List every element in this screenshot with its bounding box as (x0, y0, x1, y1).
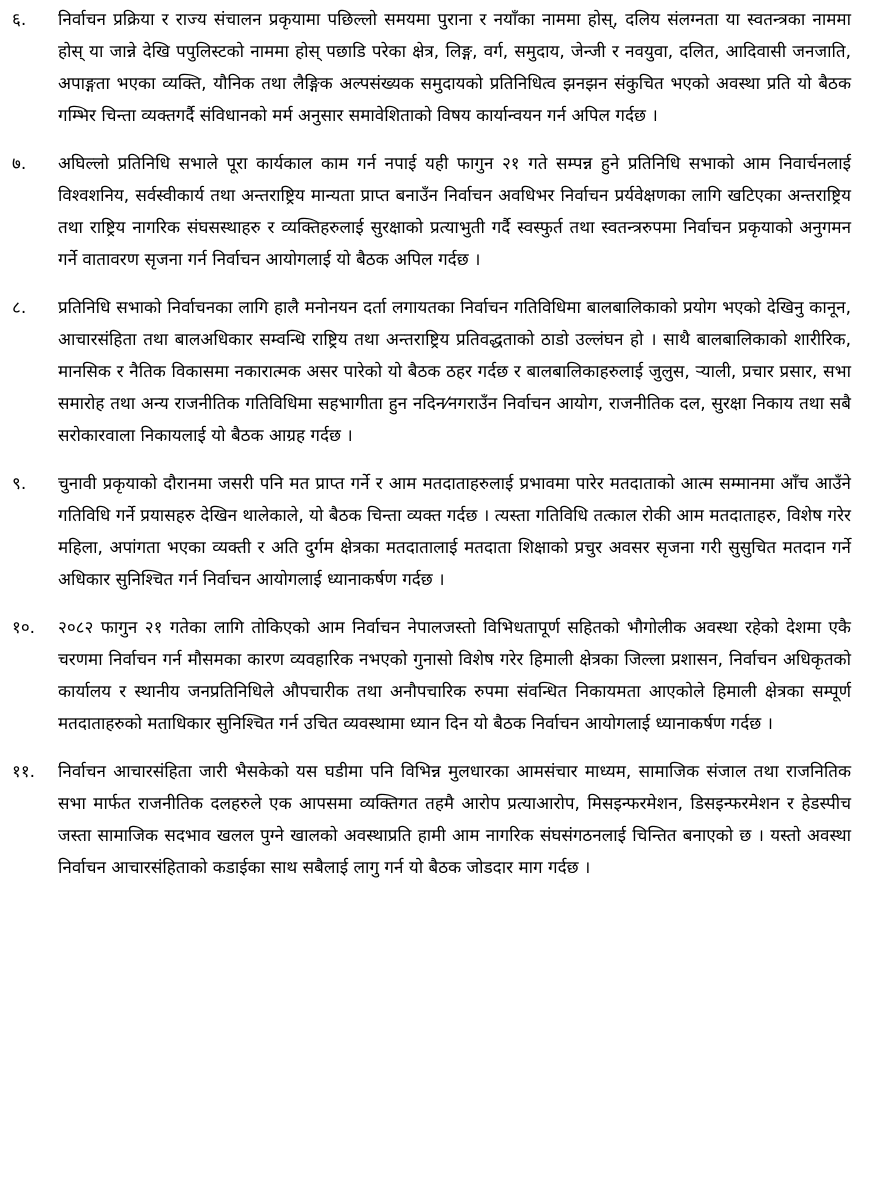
item-text: २०८२ फागुन २१ गतेका लागि तोकिएको आम निर्वाचन नेपालजस्तो विभिधतापूर्ण सहितको भौगोलीक अवस्था रहेको देशमा एकै चरणमा निर्वाचन गर्न मौसमका कारण व्यवहारिक नभएको गुनासो विशेष गरेर हिमाली क्षेत्रका जिल्ला प्रशासन, निर्वाचन अधिकृतको कार्यालय र स्थानीय जनप्रतिनिधिले औपचारीक तथा अनौपचारिक रुपमा संवन्धित निकायमता आएकोले हिमाली क्षेत्रका सम्पूर्ण मतदाताहरुको मताधिकार सुनिश्चित गर्न उचित व्यवस्थामा ध्यान दिन यो बैठक निर्वाचन आयोगलाई ध्यानाकर्षण गर्दछ । (58, 618, 851, 734)
resolution-item-11 (12, 756, 851, 884)
item-text: अघिल्लो प्रतिनिधि सभाले पूरा कार्यकाल काम गर्न नपाई यही फागुन २१ गते सम्पन्न हुने प्रतिनिधि सभाको आम निवार्चनलाई विश्वशनिय, सर्वस्वीकार्य तथा अन्तराष्ट्रिय मान्यता प्राप्त बनाउँन निर्वाचन अवधिभर निर्वाचन प्रर्यवेक्षणका लागि खटिएका अन्तराष्ट्रिय तथा राष्ट्रिय नागरिक संघसस्थाहरु र व्यक्तिहरुलाई सुरक्षाको प्रत्याभुती गर्दै स्वस्फुर्त तथा स्वतन्त्ररुपमा निर्वाचन प्रकृयाको अनुगमन गर्ने वातावरण सृजना गर्न निर्वाचन आयोगलाई यो बैठक अपिल गर्दछ । (58, 154, 851, 270)
item-text: प्रतिनिधि सभाको निर्वाचनका लागि हालै मनोनयन दर्ता लगायतका निर्वाचन गतिविधिमा बालबालिकाको प्रयोग भएको देखिनु कानून, आचारसंहिता तथा बालअधिकार सम्वन्धि राष्ट्रिय तथा अन्तराष्ट्रिय प्रतिवद्धताको ठाडो उल्लंघन हो । साथै बालबालिकाको शारीरिक, मानसिक र नैतिक विकासमा नकारात्मक असर पारेको यो बैठक ठहर गर्दछ र बालबालिकाहरुलाई जुलुस, र्‍याली, प्रचार प्रसार, सभा समारोह तथा अन्य राजनीतिक गतिविधिमा सहभागीता हुन नदिन⁄नगराउँन निर्वाचन आयोग, राजनीतिक दल, सुरक्षा निकाय तथा सबै सरोकारवाला निकायलाई यो बैठक आग्रह गर्दछ । (58, 298, 851, 446)
item-number: ७. (12, 154, 27, 174)
resolution-item-6 (12, 4, 851, 132)
resolution-item-8 (12, 292, 851, 452)
item-number: १०. (12, 618, 36, 638)
item-number: ८. (12, 298, 27, 318)
resolution-item-10 (12, 612, 851, 740)
item-text: चुनावी प्रकृयाको दौरानमा जसरी पनि मत प्राप्त गर्ने र आम मतदाताहरुलाई प्रभावमा पारेर मतदाताको आत्म सम्मानमा आँच आउँने गतिविधि गर्ने प्रयासहरु देखिन थालेकाले, यो बैठक चिन्ता व्यक्त गर्दछ । त्यस्ता गतिविधि तत्काल रोकी आम मतदाताहरु, विशेष गरेर महिला, अपांगता भएका व्यक्ती र अति दुर्गम क्षेत्रका मतदातालाई मतदाता शिक्षाको प्रचुर अवसर सृजना गरी सुसुचित मतदान गर्ने अधिकार सुनिश्चित गर्न निर्वाचन आयोगलाई ध्यानाकर्षण गर्दछ । (58, 474, 851, 590)
item-number: ११. (12, 762, 36, 782)
resolution-item-7 (12, 148, 851, 276)
item-number: ९. (12, 474, 27, 494)
item-number: ६. (12, 10, 27, 30)
item-text: निर्वाचन प्रक्रिया र राज्य संचालन प्रकृयामा पछिल्लो समयमा पुराना र नयाँका नाममा होस्, दलिय संलग्नता या स्वतन्त्रका नाममा होस् या जान्ने देखि पपुलिस्टको नाममा होस् पछाडि परेका क्षेत्र, लिङ्ग, वर्ग, समुदाय, जेन्जी र नवयुवा, दलित, आदिवासी जनजाति, अपाङ्गता भएका व्यक्ति, यौनिक तथा लैङ्गिक अल्पसंख्यक समुदायको प्रतिनिधित्व झनझन संकुचित भएको अवस्था प्रति यो बैठक गम्भिर चिन्ता व्यक्तगर्दै संविधानको मर्म अनुसार समावेशिताको विषय कार्यान्वयन गर्न अपिल गर्दछ । (58, 10, 851, 126)
item-text: निर्वाचन आचारसंहिता जारी भैसकेको यस घडीमा पनि विभिन्न मुलधारका आमसंचार माध्यम, सामाजिक संजाल तथा राजनितिक सभा मार्फत राजनीतिक दलहरुले एक आपसमा व्यक्तिगत तहमै आरोप प्रत्याआरोप, मिसइन्फरमेशन, डिसइन्फरमेशन र हेडस्पीच जस्ता सामाजिक सदभाव खलल पुग्ने खालको अवस्थाप्रति हामी आम नागरिक संघसंगठनलाई चिन्तित बनाएको छ । यस्तो अवस्था निर्वाचन आचारसंहिताको कडाईका साथ सबैलाई लागु गर्न यो बैठक जोडदार माग गर्दछ । (58, 762, 851, 878)
resolution-item-9 (12, 468, 851, 596)
